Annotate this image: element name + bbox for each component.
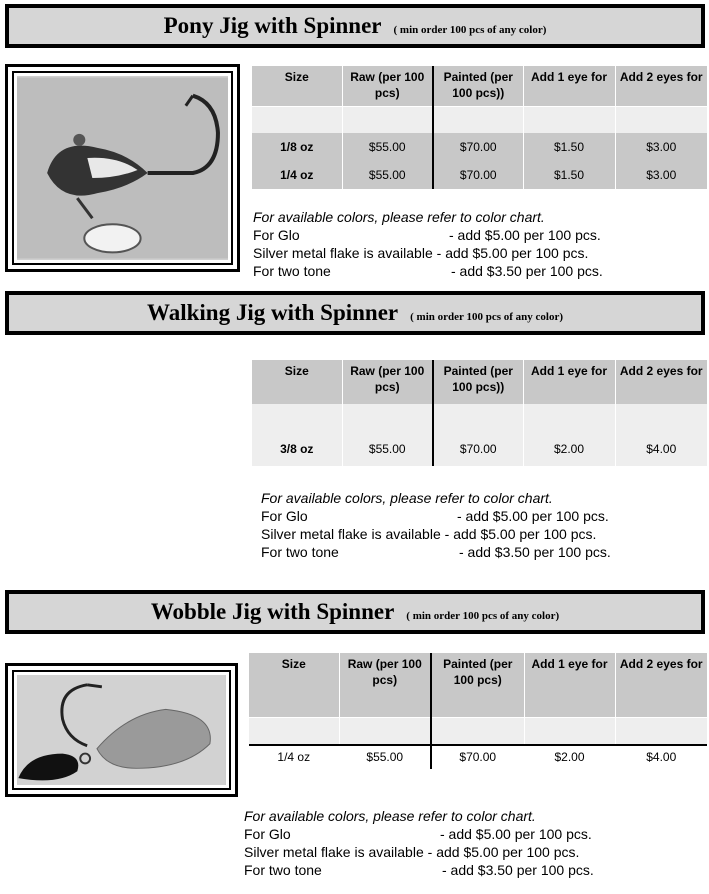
tone-label: For two tone [253, 263, 331, 279]
tone-price: - add $3.50 per 100 pcs. [442, 862, 594, 878]
col-header: Size [252, 66, 342, 106]
tone-price: - add $3.50 per 100 pcs. [459, 544, 611, 560]
flake-price: - add $5.00 per 100 pcs. [444, 526, 597, 542]
col-header: Add 1 eye for [524, 653, 615, 717]
section-title: Wobble Jig with Spinner [150, 599, 395, 624]
min-order-note: ( min order 100 pcs of any color) [393, 24, 547, 36]
glo-price: - add $5.00 per 100 pcs. [440, 826, 592, 842]
price-cell: $1.50 [523, 133, 615, 161]
flake-label: Silver metal flake is available [261, 526, 441, 542]
price-cell: $70.00 [433, 133, 523, 161]
glo-label: For Glo [261, 508, 308, 524]
price-table-walking [252, 360, 707, 466]
tone-label: For two tone [244, 862, 322, 878]
col-header: Size [252, 360, 342, 404]
col-header: Add 2 eyes for [615, 66, 707, 106]
price-cell: $70.00 [433, 404, 523, 466]
col-header: Raw (per 100 pcs) [339, 653, 431, 717]
col-header: Painted (per 100 pcs)) [433, 66, 523, 106]
pricing-notes-pony [253, 208, 603, 280]
price-table-wobble [249, 653, 707, 769]
price-cell: $1.50 [523, 161, 615, 189]
price-table-pony [252, 66, 707, 189]
table-row [252, 133, 707, 161]
table-row [249, 745, 707, 769]
section-title: Walking Jig with Spinner [146, 300, 399, 325]
product-photo-wobble [5, 663, 238, 797]
col-header: Add 1 eye for [523, 360, 615, 404]
colors-note: For available colors, please refer to color chart. [253, 209, 545, 225]
price-cell: $70.00 [431, 745, 524, 769]
col-header: Painted (per 100 pcs)) [433, 360, 523, 404]
size-cell: 1/4 oz [252, 161, 342, 189]
glo-price: - add $5.00 per 100 pcs. [449, 227, 601, 243]
pricing-notes-wobble [244, 807, 594, 879]
col-header: Add 2 eyes for [615, 653, 707, 717]
price-cell: $2.00 [523, 404, 615, 466]
section-banner-pony [5, 4, 705, 48]
price-cell: $4.00 [615, 745, 707, 769]
colors-note: For available colors, please refer to color chart. [261, 490, 553, 506]
price-cell: $3.00 [615, 133, 707, 161]
col-header: Add 2 eyes for [615, 360, 707, 404]
flake-price: - add $5.00 per 100 pcs. [436, 245, 589, 261]
product-photo-pony [5, 64, 240, 272]
wobble-jig-image [17, 675, 226, 785]
col-header: Size [249, 653, 339, 717]
price-cell: $55.00 [339, 745, 431, 769]
size-cell: 1/8 oz [252, 133, 342, 161]
table-row [252, 161, 707, 189]
flake-label: Silver metal flake is available [244, 844, 424, 860]
table-row [252, 404, 707, 466]
col-header: Raw (per 100 pcs) [342, 360, 433, 404]
price-cell: $55.00 [342, 161, 433, 189]
min-order-note: ( min order 100 pcs of any color) [406, 610, 560, 622]
col-header: Raw (per 100 pcs) [342, 66, 433, 106]
section-banner-walking [5, 291, 705, 335]
section-title: Pony Jig with Spinner [163, 13, 382, 38]
min-order-note: ( min order 100 pcs of any color) [410, 311, 564, 323]
pony-jig-image [17, 76, 228, 260]
pricing-notes-walking [261, 489, 611, 561]
colors-note: For available colors, please refer to color chart. [244, 808, 536, 824]
section-banner-wobble [5, 590, 705, 634]
col-header: Add 1 eye for [523, 66, 615, 106]
col-header: Painted (per 100 pcs) [431, 653, 524, 717]
price-cell: $4.00 [615, 404, 707, 466]
flake-price: - add $5.00 per 100 pcs. [427, 844, 580, 860]
price-cell: $2.00 [524, 745, 615, 769]
price-cell: $55.00 [342, 133, 433, 161]
glo-label: For Glo [244, 826, 291, 842]
glo-price: - add $5.00 per 100 pcs. [457, 508, 609, 524]
price-cell: $55.00 [342, 404, 433, 466]
price-cell: $70.00 [433, 161, 523, 189]
tone-price: - add $3.50 per 100 pcs. [451, 263, 603, 279]
tone-label: For two tone [261, 544, 339, 560]
price-cell: $3.00 [615, 161, 707, 189]
size-cell: 3/8 oz [252, 404, 342, 466]
glo-label: For Glo [253, 227, 300, 243]
flake-label: Silver metal flake is available [253, 245, 433, 261]
size-cell: 1/4 oz [249, 745, 339, 769]
